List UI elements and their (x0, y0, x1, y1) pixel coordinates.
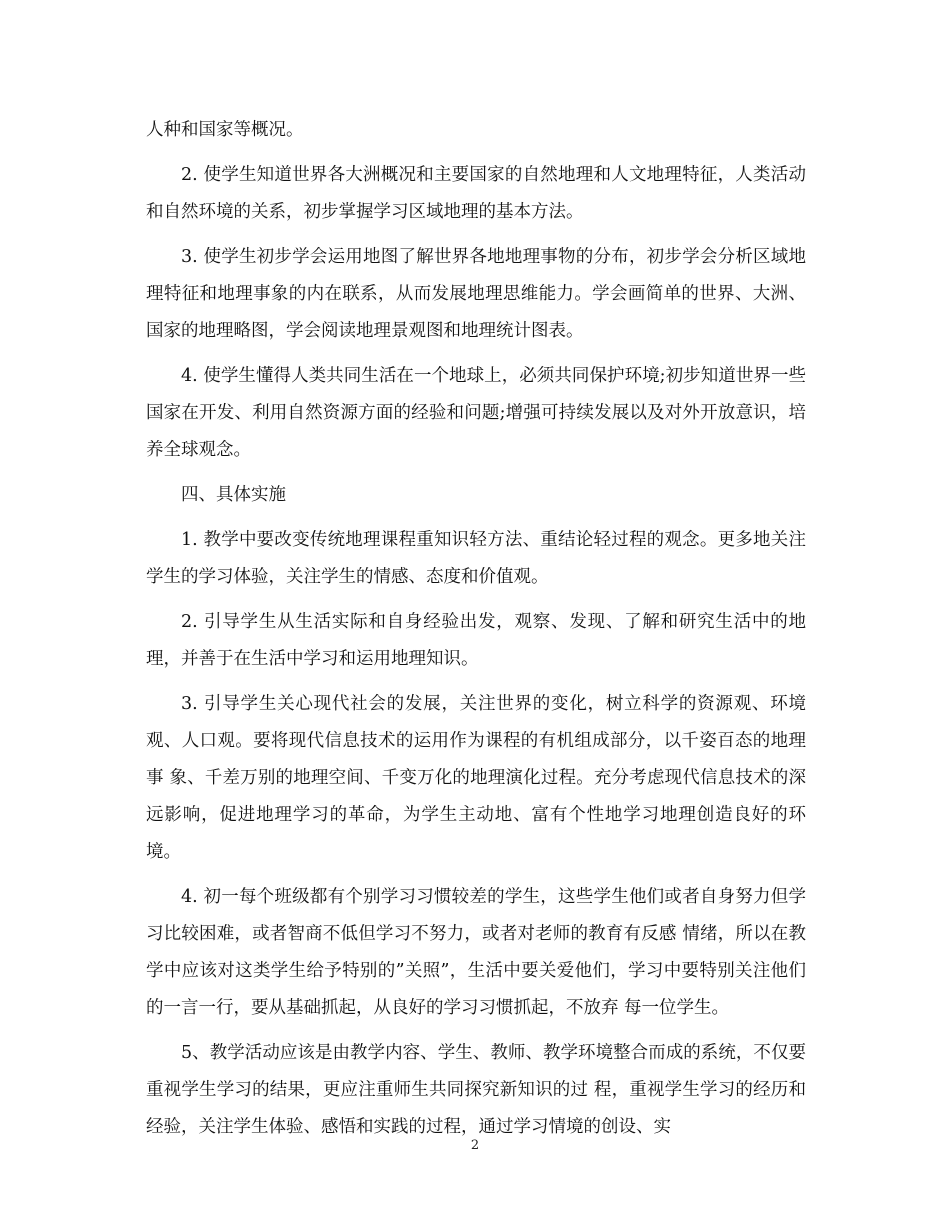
paragraph-implementation-1: 1. 教学中要改变传统地理课程重知识轻方法、重结论轻过程的观念。更多地关注学生的学习体验，关注学生的情感、态度和价值观。 (146, 530, 806, 587)
paragraph-objective-2: 2. 使学生知道世界各大洲概况和主要国家的自然地理和人文地理特征，人类活动和自然环境的关系，初步掌握学习区域地理的基本方法。 (146, 165, 806, 222)
paragraph-implementation-2: 2. 引导学生从生活实际和自身经验出发，观察、发现、了解和研究生活中的地理，并善于在生活中学习和运用地理知识。 (146, 612, 806, 669)
paragraph-objective-3: 3. 使学生初步学会运用地图了解世界各地地理事物的分布，初步学会分析区域地理特征和地理事象的内在联系，从而发展地理思维能力。学会画简单的世界、大洲、国家的地理略图，学会阅读地理景观图和地理统计图表。 (146, 247, 806, 341)
paragraph-implementation-3: 3. 引导学生关心现代社会的发展，关注世界的变化，树立科学的资源观、环境观、人口观。要将现代信息技术的运用作为课程的有机组成部分，以千姿百态的地理事 象、千差万别的地理空间、千变万化的地理演化过程。充分考虑现代信息技术的深远影响，促进地理学习的革命，为学生主动地、富有个性地学习地理创造良好的环 境。 (146, 694, 806, 862)
document-body (146, 112, 806, 1154)
paragraph-implementation-5: 5、教学活动应该是由教学内容、学生、教师、教学环境整合而成的系统，不仅要重视学生学习的结果，更应注重师生共同探究新知识的过 程，重视学生学习的经历和经验，关注学生体验、感悟和实践的过程，通过学习情境的创设、实 (146, 1043, 806, 1137)
page-number: 2 (470, 1138, 480, 1153)
section-heading-implementation: 四、具体实施 (181, 485, 286, 505)
paragraph-continuation: 人种和国家等概况。 (146, 120, 304, 140)
paragraph-implementation-4: 4. 初一每个班级都有个别学习习惯较差的学生，这些学生他们或者自身努力但学习比较困难，或者智商不低但学习不努力，或者对老师的教育有反感 情绪，所以在教学中应该对这类学生给予特别的”关照”，生活中要关爱他们，学习中要特别关注他们的一言一行，要从基础抓起，从良好的学习习惯抓起，不放弃 每一位学生。 (146, 887, 806, 1018)
paragraph-objective-4: 4. 使学生懂得人类共同生活在一个地球上，必须共同保护环境;初步知道世界一些国家在开发、利用自然资源方面的经验和问题;增强可持续发展以及对外开放意识，培养全球观念。 (146, 366, 806, 460)
